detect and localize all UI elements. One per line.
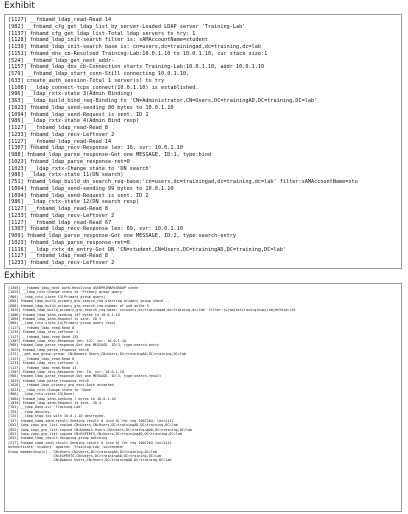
log-line: [852] ldap_copy_grp_list-copied CN=EXPERTS,CN=Users,DC=trainingAD,DC=training,DC=lab [8,431,182,436]
log-line: [781] __ldap_done-svr 'Training-Lab' [8,405,83,410]
log-line: [363] __ldap_build_bind_req-Binding to 'CN=Administrator,CN=Users,DC=trainingAD,DC=training,DC=lab' [8,98,318,104]
log-line: [909] fnbamd_ldap_parse_response-Got one MESSAGE. ID:2, type:search-entry [8,233,236,239]
log-line: [1127] __fnbamd_ldap_read-Read 14 [8,365,77,370]
log-line: [1127] __fnbamd_ldap_read-Read 8 [8,253,108,260]
log-line: [1023] fnbamd_ldap_send-sending 80 bytes to 10.0.1.10 [8,104,174,111]
exhibit-2-log-panel [4,283,402,512]
log-line: [1023] fnbamd_ldap_parse_response-ret=0 [8,158,130,165]
log-line: [986] __ldap_rxtx-state 4(Admin Bind resp) [8,118,140,125]
log-line: [1127] __fnbamd_ldap_read-Read 8 [8,356,75,361]
log-line: [1127] __fnbamd_ldap_read-Read 14 [8,17,112,23]
log-line: [1094] fnbamd_ldap_send-Request is sent. ID 2 [8,192,149,199]
log-line: [1064] fnbamd_ldap_send-sending 7 bytes to 10.0.1.10 [8,396,116,401]
log-line: [579] __fnbamd_ldap_start_conn-Still connecting 10.0.1.10. [8,71,190,77]
log-line: [1024] fnbamd_ldap_build_primary_grp_search_req-base:'cn=users,dc=trainingad,dc=training,dc=lab' filter:(&(objectclass=group)(objectSid=\01 [8,308,296,313]
log-line: [1127] __fnbamd_ldap_read-Read 125 [8,334,79,339]
log-line: [986] __ldap_rxtx-state 14(Primary group query resp) [8,321,116,326]
log-line: [725] __ldap_stop-tcs with 10.0.1.10 destroyed. [8,414,106,419]
log-line: [1064] fnbamd_ldap_send-sending 99 bytes to 10.0.1.10 [8,185,174,192]
log-line: CN=Domain Users,CN=Users,DC=trainingAD,DC=training,DC=lab [8,458,172,463]
log-line: [1127] __fnbamd_ldap_read-Read 8 [8,206,108,212]
log-line: [986] __ldap_rxtx-state 23(Done) [8,392,75,397]
log-line: [1233] fnbamd_ldap_recv-Leftover 2 [8,131,115,138]
log-line: [1023] __ldap_rxtx-Change state to 'Primary group query' [8,290,124,295]
exhibit-1-log-panel [4,14,402,269]
log-line: [1023] __ldap_rxtx-Change state to 'Done' [8,387,93,392]
log-line: [986] __ldap_rxtx-state 11(DN search) [8,172,124,179]
log-line: [1137] fnbamd_cfg_get_ldap_list-Total ldap servers to try: 1 [8,30,196,37]
log-line: [1023] __ldap_rxtx-Change state to 'DN search' [8,165,152,172]
log-line: [1127] __fnbamd_ldap_read-Read 8 [8,125,108,131]
log-line: [1233] fnbamd_ldap_recv-Leftover 2 [8,260,115,266]
log-line: [1307] fnbamd_ldap_recv-Response len: 127, svr: 10.0.1.10 [8,339,126,344]
log-line: [986] fnbamd_ldap_parse_response-Got one MESSAGE. ID:3, type:search-entry [8,343,160,348]
log-line: [1233] fnbamd_ldap_recv-Leftover 2 [8,361,79,366]
log-line: [1108] __ldap_connect-tcps_connect(10.0.1.10) is established. [8,84,199,91]
log-line: [988] fnbamd_ldap_parse_response-Got one MESSAGE. ID:1, type:bind [8,152,212,158]
log-line: [1094] fnbamd_ldap_send-Request is sent. ID 4 [8,400,102,405]
log-line: [755] __ldap_destroy- [8,409,52,414]
log-line: [472] __get_one_group-group: CN=Domain Users,CN=Users,DC=trainingAD,DC=training,DC=lab [8,352,186,357]
log-line: [1127] __fnbamd_ldap_read-Read 14 [8,138,112,145]
exhibit-2-title: Exhibit [4,271,35,281]
log-line: Group membership(s) - CN=Users,CN=Users,DC=trainingAD,DC=training,DC=lab [8,449,158,454]
log-line: [688] fnbamd_ldap_build_primary_grp_search_req-number of sub auths 5 [8,303,149,308]
log-line: [685] fnbamd_ldap_build_primary_grp_search_req-starting primary group check... [8,299,170,304]
log-line: [1307] fnbamd_ldap_recv-Response len: 16, svr: 10.0.1.10 [8,370,124,375]
log-line: [633] create_auth_session-Total 1 server(s) to try [8,77,165,84]
log-line: [1127] __fnbamd_ldap_read-Read 8 [8,325,75,330]
exhibit-1-title: Exhibit [4,1,35,11]
log-line: [1023] fnbamd_ldap_parse_response-ret=0 [8,378,89,383]
log-line: [1151] fnbamd_dns_cb-Resolved Training-Lab:10.0.1.10 to 10.0.1.10, cur stack size:1 [8,50,268,57]
log-line: [986] __ldap_rxtx-state 3(Admin Binding) [8,91,133,98]
log-line: [1128] fnbamd_ldap_init-search filter is: sAMAccountName=student [8,37,208,44]
log-line: [1094] fnbamd_ldap_send-Request is sent. ID 3 [8,316,102,321]
log-line: [988] fnbamd_ldap_parse_response-Got one MESSAGE. ID:3, type:search-result [8,374,162,379]
log-line: [217] fnbamd_comm_send_result-Sending result 0 (nid 0) for req 1007264 len=2111 [8,440,172,445]
log-line: [1157] fnbamd_ldap_dns_cb-Connection starts Training-Lab:10.0.1.10, addr 10.0.1.10 [8,64,265,71]
log-line: [197] fnbamd_comm_send_result-Sending result 0 (nid 0) for req 1007264, len=2111 [8,418,174,423]
log-line: [1023] fnbamd_ldap_parse_response-ret=0 [8,347,89,352]
log-line: [982] __fnbamd_cfg_get_ldap_list_by_server-Loaded LDAP server 'Training-Lab' [8,23,246,30]
log-line: [524] __fnbamd_ldap_get_next_addr- [8,57,115,64]
log-line: [1127] __fnbamd_ldap_read-Read 67 [8,219,112,226]
log-line: CN=EXPERTS,CN=Users,DC=trainingAD,DC=training,DC=lab [8,454,162,459]
log-line: [1023] fnbamd_ldap_parse_response-ret=0 [8,239,130,246]
log-line: [986] __ldap_rxtx-state 12(DN search resp) [8,199,140,206]
log-line: authenticate 'student' against 'Training-Lab' succeeded! [8,445,124,450]
log-line: [1139] fnbamd_ldap_init-search base is: cn=users,dc=trainingad,dc=training,dc=lab [8,44,261,50]
log-line: [1305] __fnbamd_ldap_next_auth-Resolving USERPRIMARYGROUP state [8,286,139,290]
log-line: [1233] fnbamd_ldap_recv-Leftover 2 [8,330,79,335]
log-line: [1233] fnbamd_ldap_recv-Leftover 2 [8,212,115,219]
log-line: [1026] __fnbamd_ldap_primary_grp_next-Auth accepted [8,383,114,388]
log-line: [1307] fnbamd_ldap_recv-Response len: 16, svr: 10.0.1.10 [8,145,183,152]
log-line: [1086] fnbamd_ldap_send-sending 147 bytes to 10.0.1.10 [8,312,120,317]
log-line: [1094] fnbamd_ldap_send-Request is sent. ID 1 [8,111,149,118]
log-line: [652] fnbamd_ldap_result-Skipping group matching [8,436,108,441]
log-line: [1307] fnbamd_ldap_recv-Response len: 69, svr: 10.0.1.10 [8,226,183,233]
log-line: [751] fnbamd_ldap_build_dn_search_req-base:'cn=users,dc=trainingad,dc=training,dc=lab' filter:sAMAccountName=stu [8,179,358,185]
log-line: [986] __ldap_rxtx-state 13(Primary group query) [8,294,106,299]
log-line: [1116] __ldap_rxtx_dn_entry-Got DN 'CN=student,CN=Users,DC=trainingAD,DC=training,DC=lab' [8,246,286,253]
log-line: [852] ldap_copy_grp_list-copied CN=Users,CN=Users,DC=trainingAD,DC=training,DC=lab [8,423,178,428]
log-line: [852] ldap_copy_grp_list-copied CN=Domain Users,CN=Users,DC=trainingAD,DC=training,DC=lab [8,427,193,432]
